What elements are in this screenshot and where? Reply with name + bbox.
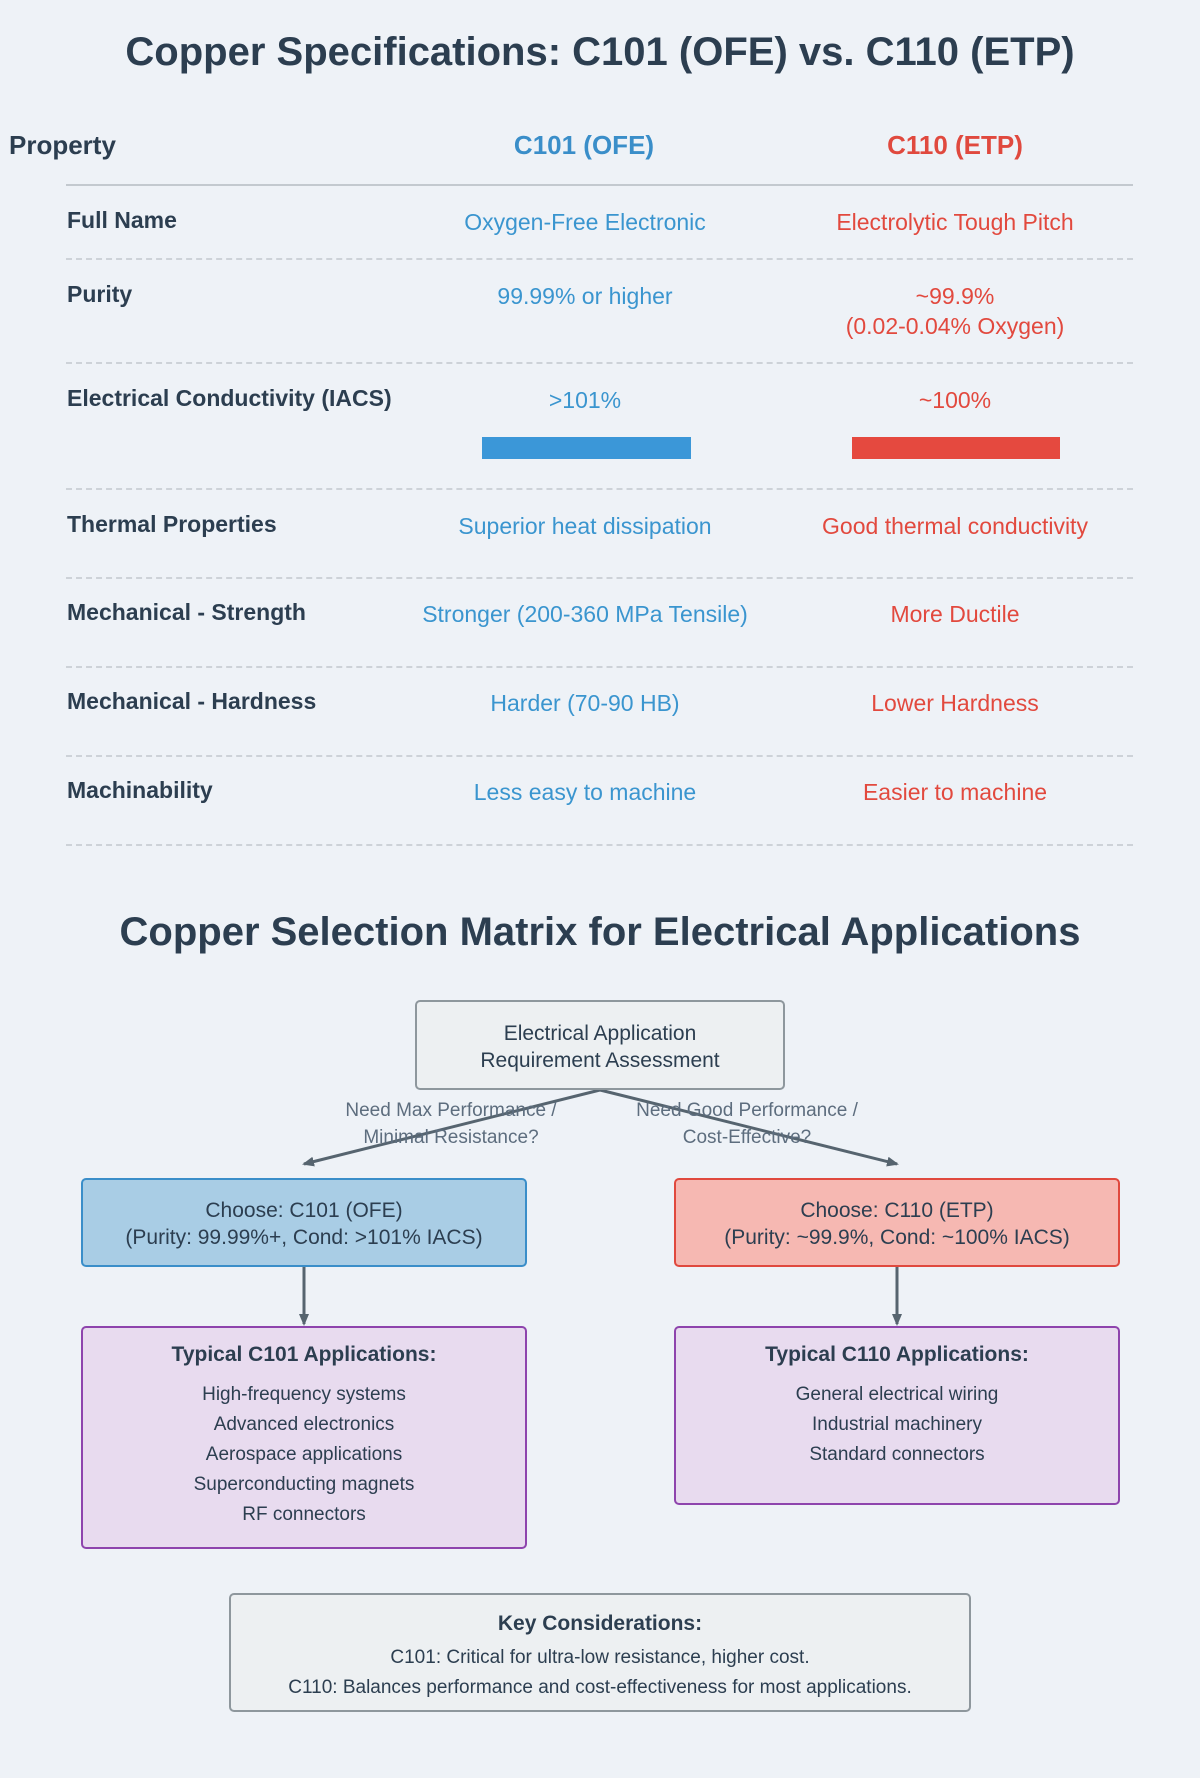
choice-c110-node	[674, 1178, 1120, 1267]
c110-value: Lower Hardness	[871, 690, 1039, 716]
c101-value: Less easy to machine	[473, 779, 697, 805]
edge-label-c101-line2: Minimal Resistance?	[363, 1127, 539, 1148]
c101-applications-title: Typical C101 Applications:	[171, 1343, 437, 1366]
list-item: Aerospace applications	[205, 1444, 403, 1465]
choice-c101-node	[81, 1178, 527, 1267]
header-c110: C110 (ETP)	[887, 130, 1023, 160]
list-item: RF connectors	[242, 1504, 366, 1525]
assessment-node-line1: Electrical Application	[503, 1022, 697, 1045]
header-c101: C101 (OFE)	[513, 130, 655, 160]
row-label: Machinability	[67, 777, 213, 803]
key-considerations-line1: C101: Critical for ultra-low resistance, higher cost.	[390, 1647, 810, 1668]
c110-value: More Ductile	[890, 601, 1020, 627]
list-item: Advanced electronics	[213, 1414, 395, 1435]
c110-value: Good thermal conductivity	[822, 513, 1088, 539]
row-label: Purity	[67, 281, 133, 307]
c101-value: >101%	[548, 387, 622, 413]
c101-value: 99.99% or higher	[497, 283, 673, 309]
c110-value: ~100%	[918, 387, 992, 413]
header-property: Property	[9, 130, 116, 160]
choice-c101-line2: (Purity: 99.99%+, Cond: >101% IACS)	[125, 1226, 483, 1249]
list-item: General electrical wiring	[795, 1384, 999, 1405]
c110-applications-node	[674, 1326, 1120, 1505]
assessment-node-line2: Requirement Assessment	[480, 1049, 720, 1072]
c101-value: Oxygen-Free Electronic	[464, 209, 706, 235]
choice-c110-line1: Choose: C110 (ETP)	[800, 1199, 994, 1222]
edge-label-c110-line2: Cost-Effective?	[682, 1127, 812, 1148]
c101-value: Harder (70-90 HB)	[490, 690, 680, 716]
edge-label-c101-line1: Need Max Performance /	[345, 1100, 557, 1121]
key-considerations-node	[229, 1593, 971, 1712]
c110-value-line2: (0.02-0.04% Oxygen)	[845, 313, 1065, 339]
edge-label-c110	[597, 1097, 897, 1151]
key-considerations-title: Key Considerations:	[497, 1612, 703, 1635]
choice-c110-line2: (Purity: ~99.9%, Cond: ~100% IACS)	[724, 1226, 1070, 1249]
c101-value: Stronger (200-360 MPa Tensile)	[422, 601, 748, 627]
row-label: Mechanical - Strength	[67, 599, 306, 625]
selection-matrix-title: Copper Selection Matrix for Electrical Applications	[119, 910, 1081, 954]
list-item: Standard connectors	[809, 1444, 985, 1465]
row-label: Mechanical - Hardness	[67, 688, 317, 714]
row-label: Full Name	[67, 207, 177, 233]
assessment-node	[415, 1000, 785, 1090]
c110-value-line1: ~99.9%	[915, 283, 995, 309]
edge-label-c101	[301, 1097, 601, 1151]
list-item: Industrial machinery	[811, 1414, 983, 1435]
c110-value: Electrolytic Tough Pitch	[836, 209, 1074, 235]
list-item: High-frequency systems	[202, 1384, 406, 1405]
row-label: Electrical Conductivity (IACS)	[67, 385, 392, 411]
row-label: Thermal Properties	[67, 511, 277, 537]
c101-value: Superior heat dissipation	[458, 513, 712, 539]
c110-applications-title: Typical C110 Applications:	[765, 1343, 1029, 1366]
spec-table-title: Copper Specifications: C101 (OFE) vs. C110 (ETP)	[125, 30, 1075, 74]
list-item: Superconducting magnets	[193, 1474, 415, 1495]
edge-label-c110-line1: Need Good Performance /	[636, 1100, 858, 1121]
c101-applications-node	[81, 1326, 527, 1549]
key-considerations-line2: C110: Balances performance and cost-effectiveness for most applications.	[288, 1677, 912, 1698]
choice-c101-line1: Choose: C101 (OFE)	[205, 1199, 403, 1222]
c110-value: Easier to machine	[862, 779, 1048, 805]
